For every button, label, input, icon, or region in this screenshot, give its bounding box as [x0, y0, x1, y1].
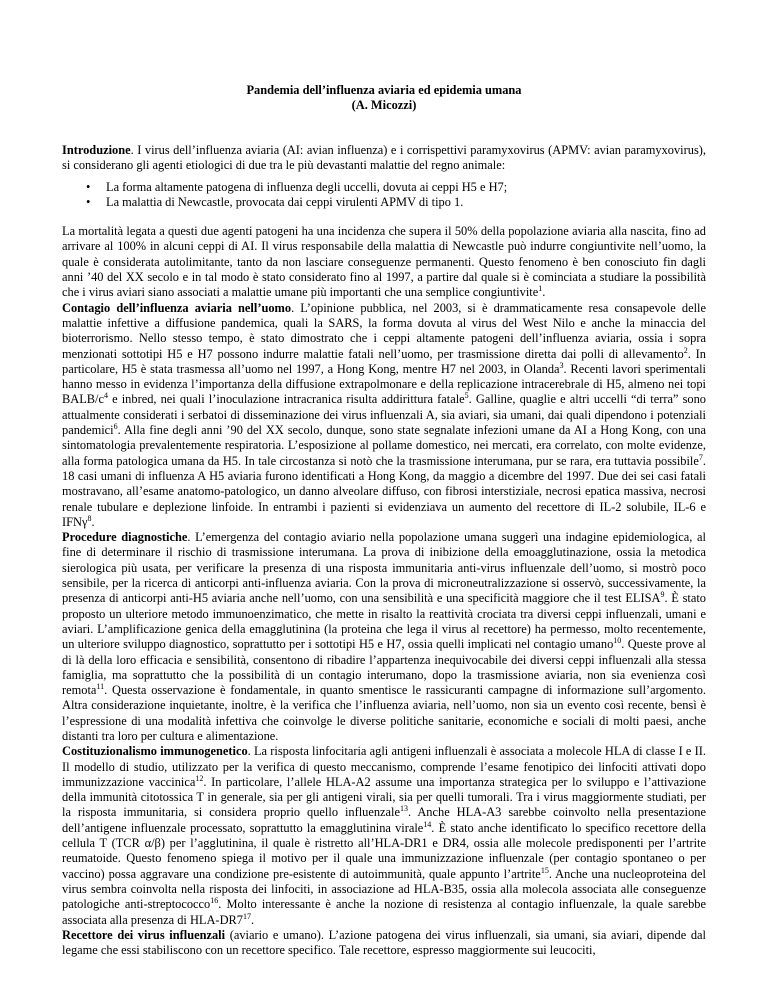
- footnote-ref: 3: [559, 360, 564, 370]
- footnote-ref: 2: [683, 345, 688, 355]
- paragraph-text: . È stato anche identificato lo specifico recettore della cellula T (TCR α/β) per l’agglutinina, il quale è ristretto all’HLA-DR1 e DR4, ossia alle molecole predisponenti per l’artrite reumatoide. Questo fenomeno spiega il motivo per il quale una immunizzazione influenzale (per contagio spontaneo o per vaccino) possa aggravare una condizione pre-esistente di autoimmunità, quale appunto l’artrite: [62, 820, 706, 881]
- costituzionalismo-paragraph: [62, 744, 706, 928]
- paragraph-text: . Recenti lavori sperimentali hanno messo in evidenza l’importanza della diffusione extrapolmonare e della replicazione intracerebrale di H5, almeno nei topi BALB/c: [62, 361, 706, 407]
- footnote-ref: 14: [423, 819, 432, 829]
- intro-text: . I virus dell’influenza aviaria (AI: avian influenza) e i corrispettivi paramyxovirus (APMV: avian paramyxovirus), si considerano gli agenti etiologici di due tra le più devastanti malattie del regno animale:: [62, 143, 706, 173]
- paragraph-text: e inbred, nei quali l’inoculazione intracranica risulta addirittura fatale: [108, 392, 465, 407]
- paragraph-text: . Queste prove al di là della loro efficacia e sensibilità, consentono di ribadire l’appartenza inequivocabile dei diversi ceppi influenzali alla stessa famiglia, ma soprattutto che la possibilità di un contagio interumano, dopo la trasmissione aviaria, non sia evenienza così remota: [62, 637, 707, 698]
- paragraph-text: La mortalità legata a questi due agenti patogeni ha una incidenza che supera il 50% della popolazione aviaria alla nascita, fino ad arrivare al 100% in alcuni ceppi di AI. Il virus responsabile della malattia di Newcastle può indurre congiuntivite nell’uomo, la quale è considerata autolimitante, tanto da non lasciare conseguenze permanenti. Questo fenomeno è ben conosciuto fin dagli anni ’40 del XX secolo e in tal modo è stato considerato fino al 1997, a partire dal quale si è cominciata a studiare la possibilità che i virus aviari siano associati a malattie umane più importanti che una semplice congiuntivite: [62, 224, 706, 300]
- document-header: [62, 83, 706, 113]
- footnote-ref: 15: [540, 865, 549, 875]
- procedure-paragraph: [62, 530, 706, 744]
- footnote-ref: 8: [87, 513, 92, 523]
- spacer: [62, 210, 706, 224]
- list-item: • La malattia di Newcastle, provocata dai ceppi virulenti APMV di tipo 1.: [106, 195, 706, 210]
- contagio-paragraph: [62, 301, 706, 530]
- footnote-ref: 5: [464, 391, 469, 401]
- paragraph-text: . La risposta linfocitaria agli antigeni influenzali è associata a molecole HLA di classe I e II. Il modello di studio, utilizzato per la verifica di questo meccanismo, comprende l’esame fenotipico dei linfociti attivati dopo immunizzazione vaccinica: [62, 744, 707, 789]
- paragraph-text: . L’opinione pubblica, nel 2003, si è drammaticamente resa consapevole delle malattie infettive a diffusione pandemica, quali la SARS, la forma dovuta al virus del West Nilo e anche la minaccia del bioterrorismo. Nello stesso tempo, è stato dimostrato che i ceppi altamente patogeni dell’influenza aviaria, ossia i sopra menzionati sottotipi H5 e H7 possono indurre malattie fatali nell’uomo, per trasmissione diretta dai polli di allevamento: [62, 300, 707, 361]
- footnote-ref: 4: [104, 391, 108, 401]
- footnote-ref: 12: [195, 773, 204, 783]
- paragraph-text: . 18 casi umani di influenza A H5 aviaria furono identificati a Hong Kong, da maggio a dicembre del 1997. Due dei sei casi fatali mostravano, all’esame anatomo-patologico, un danno alveolare diffuso, con fibrosi interstiziale, necrosi epatica massiva, necrosi renale tubulare e deplezione linfoide. In entrambi i pazienti si evidenziava un aumento del recettore di IL-2 solubile, IL-6 e IFNγ: [62, 453, 706, 529]
- spacer: [62, 129, 706, 143]
- footnote-ref: 17: [242, 911, 251, 921]
- document-title: Pandemia dell’influenza aviaria ed epidemia umana: [246, 83, 522, 97]
- paragraph-text: . È stato proposto un ulteriore metodo immunoenzimatico, che mette in risalto la reattività crociata tra diversi ceppi influenzali, umani e aviari. L’amplificazione genica della emagglutinina (la proteina che lega il virus al recettore) ha permesso, molto recentemente, un ulteriore sviluppo diagnostico, soprattutto per i sottotipi H5 e H7, ossia quelli implicati nel contagio umano: [62, 591, 707, 652]
- paragraph-text: . Molto interessante è anche la nozione di resistenza al contagio influenzale, la quale sarebbe associata alla presenza di HLA-DR7: [62, 897, 706, 927]
- paragraph-text: . Anche una nucleoproteina del virus sembra coinvolta nella risposta dei linfociti, in associazione ad HLA-B35, ossia alla molecola associata alle conseguenze patologiche anti-streptococco: [62, 866, 706, 912]
- intro-paragraph: [62, 143, 706, 174]
- recettore-paragraph: [62, 928, 706, 959]
- paragraph-text: . Questa osservazione è fondamentale, in quanto smentisce le rassicuranti campagne di informazione sull’argomento. Altra considerazione inquietante, inoltre, è la verifica che l’influenza aviaria, nell’uomo, non sia un evento così recente, bensì è l’espressione di una modalità infettiva che coinvolge le diverse politiche sanitarie, economiche e sociali di molti paesi, anche distanti tra loro per cultura e alimentazione.: [62, 683, 706, 743]
- list-item: • La forma altamente patogena di influenza degli uccelli, dovuta ai ceppi H5 e H7;: [106, 180, 706, 195]
- paragraph-text: . L’emergenza del contagio aviario nella popolazione umana suggerì una indagine epidemiologica, al fine di determinare il rischio di trasmissione interumana. La prova di inibizione della emoagglutinazione, ossia la metodica sierologica più usata, per verificare la presenza di una risposta immunitaria anti-virus influenzale dell’uomo, si mostrò poco sensibile, per la ricerca di anticorpi anti-influenza aviaria. Con la prova di microneutralizzazione si osservò, successivamente, la presenza di anticorpi anti-H5 aviaria anche nell’uomo, con una sensibilità e una specificità maggiore che il test ELISA: [62, 530, 706, 606]
- footnote-ref: 13: [400, 804, 408, 814]
- paragraph-text: . Alla fine degli anni ’90 del XX secolo, dunque, sono state segnalate infezioni umane da AI a Hong Kong, con una sintomatologia prevalentemente respiratoria. L’esposizione al pollame domestico, nei mercati, era correlato, con molte evidenze, alla forma patologica umana da H5. In tale circostanza si notò che la trasmissione interumana, pur se rara, era tuttavia possibile: [62, 423, 706, 468]
- recettore-heading: Recettore dei virus influenzali: [62, 927, 226, 942]
- footnote-ref: 9: [660, 590, 665, 600]
- footnote-ref: 10: [613, 636, 622, 646]
- procedure-heading: Procedure diagnostiche: [62, 530, 188, 545]
- document-author: (A. Micozzi): [351, 98, 417, 112]
- mortality-paragraph: [62, 224, 706, 300]
- contagio-heading: Contagio dell’influenza aviaria nell’uomo: [62, 300, 292, 315]
- footnote-ref: 7: [698, 452, 703, 462]
- intro-bullet-list: [62, 180, 706, 211]
- paragraph-text: .: [542, 285, 546, 300]
- footnote-ref: 16: [210, 896, 219, 906]
- costituzionalismo-heading: Costituzionalismo immunogenetico: [62, 744, 248, 759]
- paragraph-text: .: [250, 912, 255, 927]
- paragraph-text: . In particolare, l’allele HLA-A2 assume una importanza strategica per lo sviluppo e l’attivazione della immunità citotossica T in generale, sia per gli antigeni virali, sia per quelli tumorali. Tra i virus maggiormente studiati, per la risposta immunitaria, si considera proprio quello influenzale: [62, 774, 706, 820]
- paragraph-text: . Anche HLA-A3 sarebbe coinvolto nella presentazione dell’antigene influenzale processato, soprattutto la emagglutinina virale: [62, 805, 706, 835]
- footnote-ref: 6: [113, 422, 118, 432]
- paragraph-text: . In particolare, H5 è stata trasmessa all’uomo nel 1997, a Hong Kong, mentre H7 nel 2003, in Olanda: [62, 346, 706, 376]
- paragraph-text: .: [91, 514, 95, 529]
- paragraph-text: (aviario e umano). L’azione patogena dei virus influenzali, sia umani, sia aviari, dipende dal legame che essi stabiliscono con un recettore specifico. Tale recettore, espresso maggiormente sui leucociti,: [62, 927, 706, 958]
- intro-heading: Introduzione: [62, 143, 131, 157]
- paragraph-text: . Galline, quaglie e altri uccelli “di terra” sono attualmente considerati i serbatoi di disseminazione dei virus influenzali A, sia aviari, sia umani, dai quali dipendono i potenziali pandemici: [62, 392, 706, 438]
- footnote-ref: 1: [538, 284, 543, 294]
- footnote-ref: 11: [96, 682, 105, 692]
